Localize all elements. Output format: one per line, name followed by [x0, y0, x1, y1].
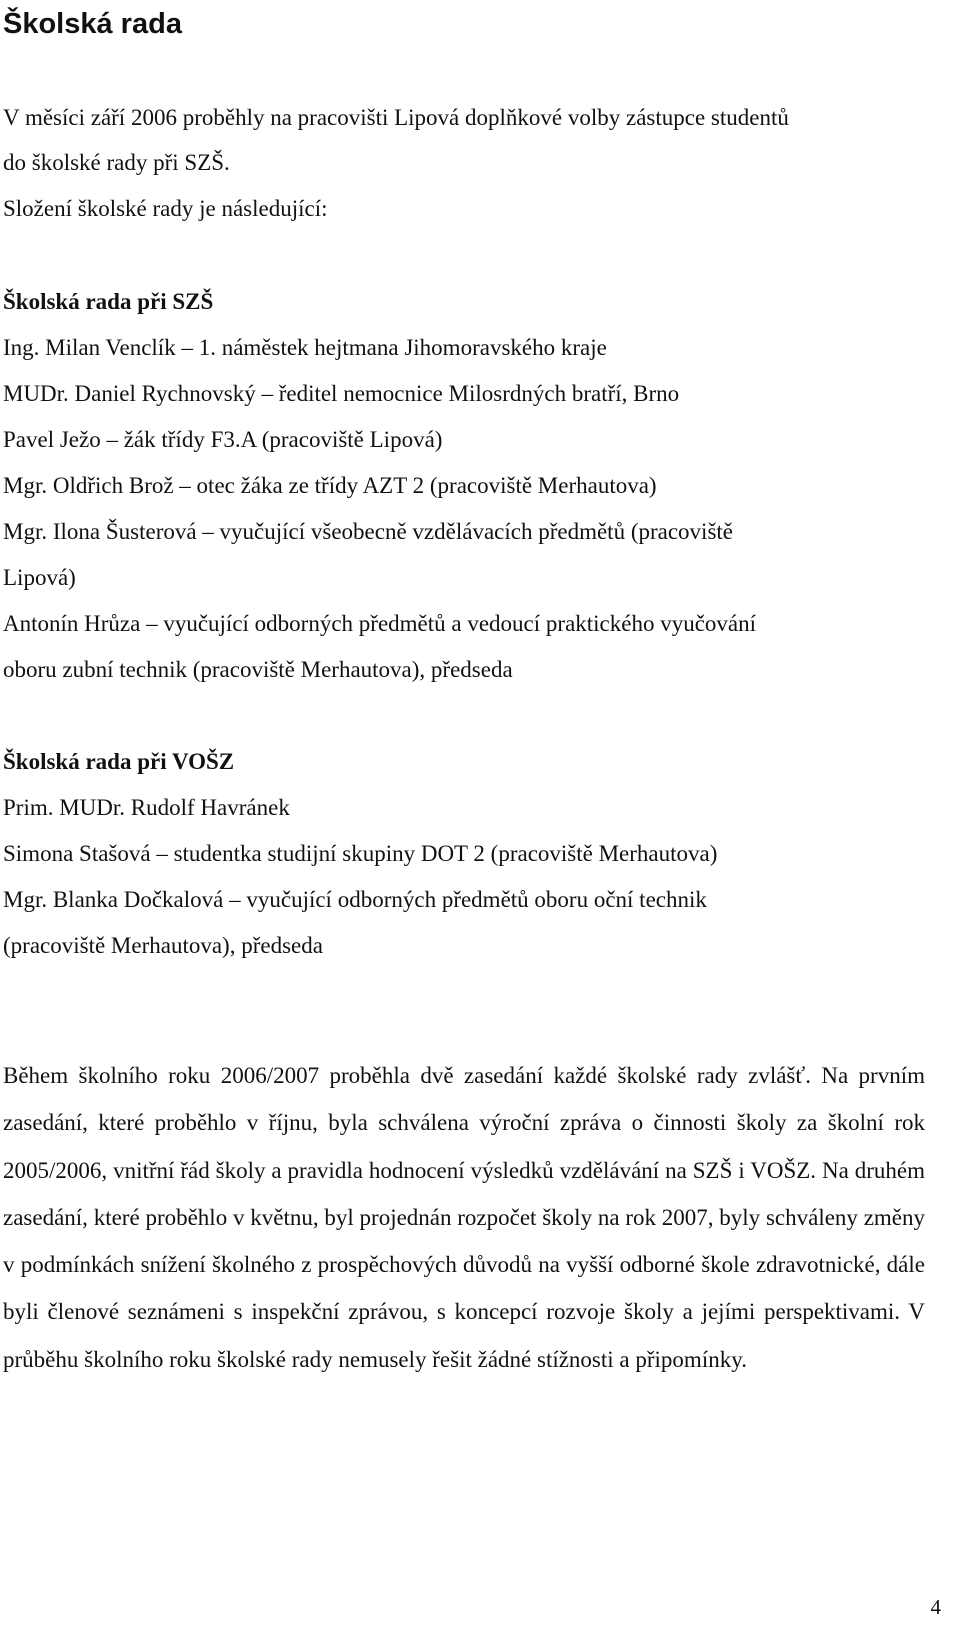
member-line: Mgr. Blanka Dočkalová – vyučující odborných předmětů oboru oční technik: [3, 887, 707, 912]
member-line: Antonín Hrůza – vyučující odborných předmětů a vedoucí praktického vyučování: [3, 611, 757, 636]
intro-line: Složení školské rady je následující:: [3, 196, 328, 221]
member-line: Mgr. Oldřich Brož – otec žáka ze třídy AZT 2 (pracoviště Merhautova): [3, 473, 657, 498]
page-title: Školská rada: [3, 8, 182, 40]
intro-line: V měsíci září 2006 proběhly na pracovišti Lipová doplňkové volby zástupce studentů: [3, 105, 789, 130]
member-line: Simona Stašová – studentka studijní skupiny DOT 2 (pracoviště Merhautova): [3, 841, 718, 866]
member-line: MUDr. Daniel Rychnovský – ředitel nemocnice Milosrdných bratří, Brno: [3, 381, 680, 406]
meetings-report-paragraph: Během školního roku 2006/2007 proběhla dvě zasedání každé školské rady zvlášť. Na prvním zasedání, které proběhlo v říjnu, byla schválena výroční zpráva o činnosti školy za školní rok 2005/2006, vnitřní řád školy a pravidla hodnocení výsledků vzdělávání na SZŠ i VOŠZ. Na druhém zasedání, které proběhlo v květnu, byl projednán rozpočet školy na rok 2007, byly schváleny změny v podmínkách snížení školného z prospěchových důvodů na vyšší odborné škole zdravotnické, dále byli členové seznámeni s inspekční zprávou, s koncepcí rozvoje školy a jejími perspektivami. V průběhu školního roku školské rady nemusely řešit žádné stížnosti a připomínky.: [3, 1063, 925, 1372]
member-line: Ing. Milan Venclík – 1. náměstek hejtmana Jihomoravského kraje: [3, 335, 607, 360]
member-line: Prim. MUDr. Rudolf Havránek: [3, 795, 290, 820]
member-line: oboru zubní technik (pracoviště Merhautova), předseda: [3, 657, 513, 682]
section-heading-szs: Školská rada při SZŠ: [3, 289, 214, 314]
member-line: (pracoviště Merhautova), předseda: [3, 933, 323, 958]
section-heading-vosz: Školská rada při VOŠZ: [3, 749, 235, 774]
member-line: Mgr. Ilona Šusterová – vyučující všeobecně vzdělávacích předmětů (pracoviště: [3, 519, 733, 544]
member-line: Lipová): [3, 565, 76, 590]
page-number: 4: [930, 1595, 941, 1619]
member-line: Pavel Ježo – žák třídy F3.A (pracoviště Lipová): [3, 427, 443, 452]
intro-line: do školské rady při SZŠ.: [3, 150, 230, 175]
